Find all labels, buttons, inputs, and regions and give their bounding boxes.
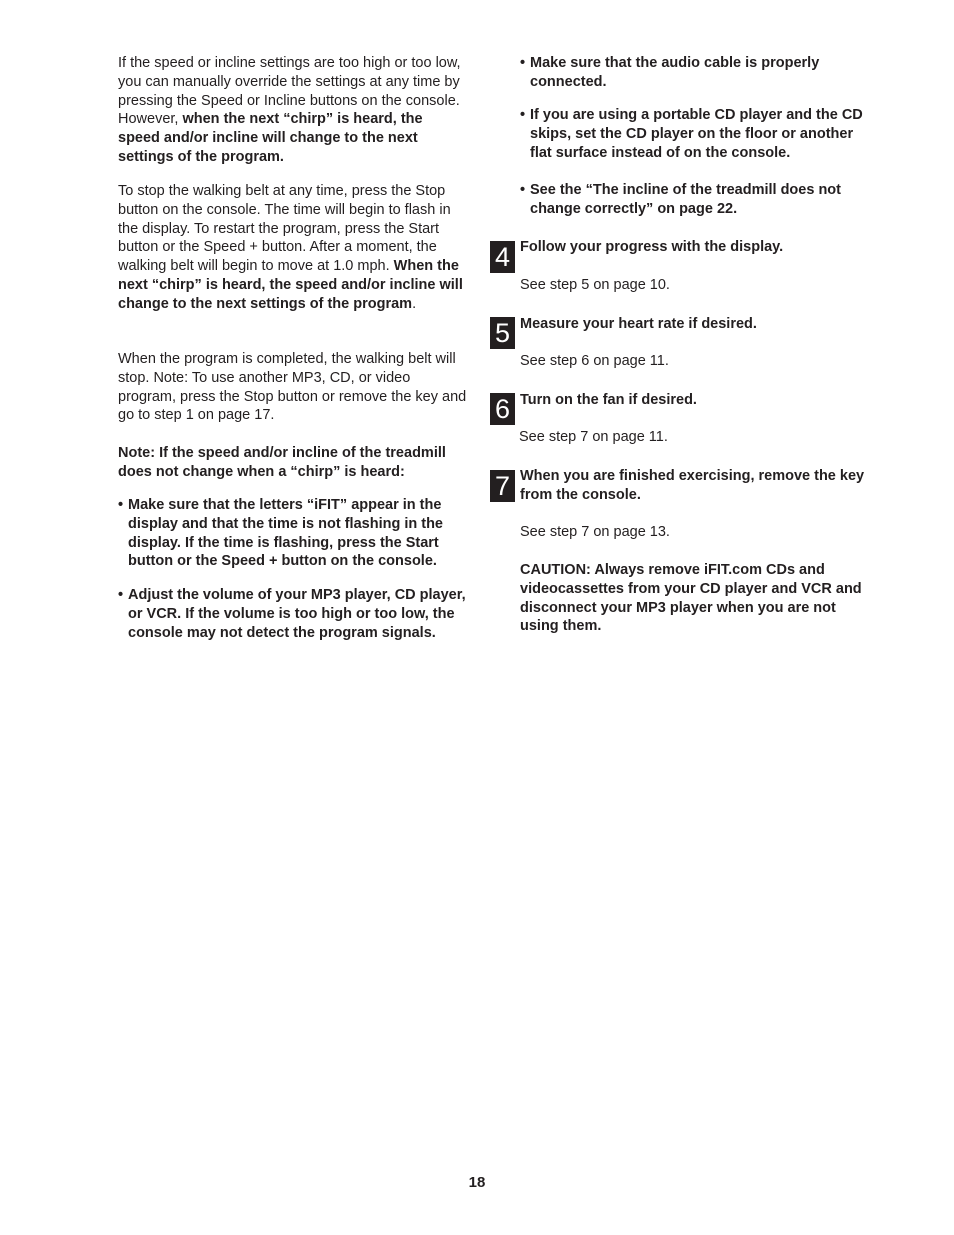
page-number: 18	[468, 1174, 486, 1191]
bullet-text: Make sure that the letters “iFIT” appear in the display and that the time is not flashing in the display. If the time is flashing, press the Start button or the Speed + button on the console.	[128, 497, 443, 570]
step-reference: See step 5 on page 10.	[520, 277, 670, 293]
step-number-badge: 6	[490, 393, 515, 425]
step-number-badge: 7	[490, 470, 515, 502]
stop-belt-tail: .	[412, 295, 417, 312]
bullet-text: Make sure that the audio cable is properly connected.	[530, 55, 820, 90]
stop-belt-text: To stop the walking belt at any time, press the Stop button on the console. The time will begin to flash in the display. To restart the program, press the Start button or the Speed + button. After a moment, the walking belt will begin to move at 1.0 mph.	[118, 183, 451, 275]
bullet-text: If you are using a portable CD player and the CD skips, set the CD player on the floor or another flat surface instead of on the console.	[530, 107, 863, 161]
bullet-marker: •	[118, 497, 124, 513]
step-reference: See step 7 on page 13.	[520, 524, 670, 540]
bullet-text: See the “The incline of the treadmill does not change correctly” on page 22.	[530, 182, 841, 217]
bullet-marker: •	[520, 182, 526, 198]
step-title: Measure your heart rate if desired.	[520, 316, 757, 332]
step-number-badge: 4	[490, 241, 515, 273]
list-item	[118, 496, 470, 571]
bullet-marker: •	[520, 107, 526, 123]
step-title: Turn on the fan if desired.	[520, 392, 697, 408]
override-paragraph	[118, 54, 468, 167]
step-title: When you are finished exercising, remove the key from the console.	[520, 468, 865, 503]
bullet-text: Adjust the volume of your MP3 player, CD player, or VCR. If the volume is too high or too low, the console may not detect the program signals.	[128, 587, 466, 641]
bullet-marker: •	[118, 587, 124, 603]
step-title: Follow your progress with the display.	[520, 239, 784, 255]
list-item	[520, 181, 870, 219]
list-item	[520, 106, 870, 162]
program-completed-paragraph: When the program is completed, the walking belt will stop. Note: To use another MP3, CD, or video program, press the Stop button or remove the key and go to step 1 on page 17.	[118, 351, 467, 424]
caution-text: CAUTION: Always remove iFIT.com CDs and videocassettes from your CD player and VCR and disconnect your MP3 player when you are not using them.	[520, 562, 862, 635]
override-text: If the speed or incline settings are too high or too low, you can manually override the settings at any time by pressing the Speed or Incline buttons on the console. However,	[118, 55, 461, 128]
stop-belt-paragraph	[118, 182, 468, 314]
step-reference: See step 6 on page 11.	[520, 353, 669, 369]
list-item	[118, 586, 470, 642]
stop-belt-bold-text: When the next “chirp” is heard, the speed and/or incline will change to the next settings of the program	[118, 258, 463, 312]
bullet-marker: •	[520, 55, 526, 71]
step-number-badge: 5	[490, 317, 515, 349]
chirp-note: Note: If the speed and/or incline of the treadmill does not change when a “chirp” is heard:	[118, 445, 446, 480]
step-reference: See step 7 on page 11.	[519, 429, 668, 445]
list-item	[520, 54, 870, 92]
override-bold-text: when the next “chirp” is heard, the speed and/or incline will change to the next settings of the program.	[118, 111, 423, 165]
